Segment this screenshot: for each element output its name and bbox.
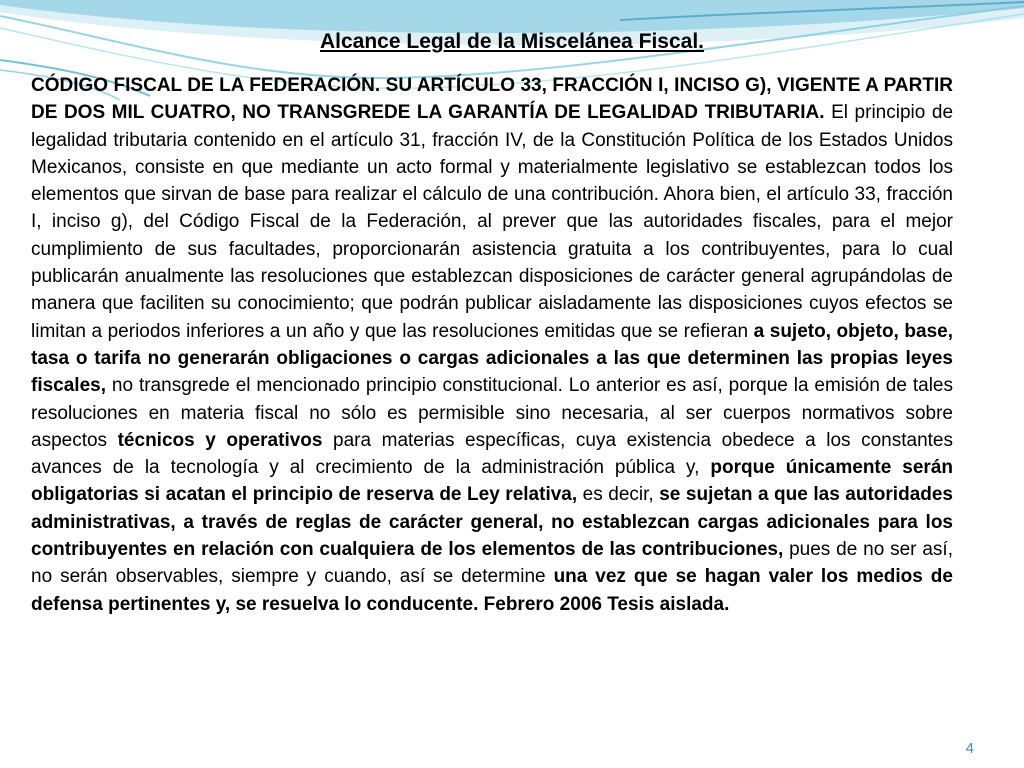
bold-text-segment: se sujetan a que las autoridades administrativas, a través de reglas de carácter general, no establezcan cargas adicionales para los contribuyentes en relación con cualquiera de los elementos de las contribuciones, — [31, 484, 954, 561]
text-segment: es decir, — [577, 484, 660, 506]
text-segment: no transgrede el mencionado principio constitucional. Lo anterior es así, porque la emisión de tales resoluciones en materia fiscal no sólo es permisible sino necesaria, al ser cuerpos normativos sobre aspectos — [31, 375, 953, 451]
bold-text-segment: técnicos y operativos — [117, 429, 323, 451]
page-number: 4 — [965, 740, 974, 757]
thesis-body-text — [31, 72, 953, 618]
bold-text-segment: porque únicamente serán obligatorias si acatan el principio de reserva de Ley relativa, — [31, 457, 953, 506]
slide-title: Alcance Legal de la Miscelánea Fiscal. — [319, 30, 705, 53]
text-segment: El principio de legalidad tributaria contenido en el artículo 31, fracción IV, de la Constitución Política de los Estados Unidos Mexicanos, consiste en que mediante un acto formal y materialmente legislativo se establezcan todos los elementos que sirvan de base para realizar el cálculo de una contribución. Ahora bien, el artículo 33, fracción I, inciso g), del Código Fiscal de la Federación, al prever que las autoridades fiscales, para el mejor cumplimiento de sus facultades, proporcionarán asistencia gratuita a los contribuyentes, para lo cual publicarán anualmente las resoluciones que establezcan disposiciones de carácter general agrupándolas de manera que faciliten su conocimiento; que podrán publicar aisladamente las disposiciones cuyos efectos se limitan a periodos inferiores a un año y que las resoluciones emitidas que se refieran — [31, 102, 954, 342]
bold-text-segment: CÓDIGO FISCAL DE LA FEDERACIÓN. SU ARTÍCULO 33, FRACCIÓN I, INCISO G), VIGENTE A PARTIR DE DOS MIL CUATRO, NO TRANSGREDE LA GARANTÍA DE LEGALIDAD TRIBUTARIA. — [31, 75, 953, 124]
text-segment: para materias específicas, cuya existencia obedece a los constantes avances de la tecnología y al crecimiento de la administración pública y, — [31, 429, 953, 479]
text-segment: pues de no ser así, no serán observables, siempre y cuando, así se determine — [31, 539, 953, 588]
bold-text-segment: a sujeto, objeto, base, tasa o tarifa no generarán obligaciones o cargas adicionales a las que determinen las propias leyes fiscales, — [31, 320, 953, 397]
bold-text-segment: una vez que se hagan valer los medios de defensa pertinentes y, se resuelva lo conducente. Febrero 2006 Tesis aislada. — [31, 566, 953, 615]
